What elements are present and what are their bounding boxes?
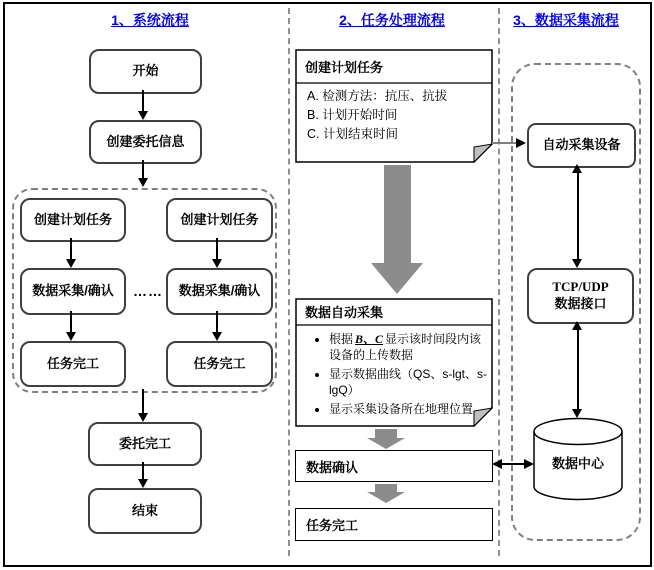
note-title: 创建计划任务 (305, 59, 384, 75)
note-line-a: A. 检测方法：抗压、抗拔 (307, 89, 448, 103)
node-task-complete: 任务完工 (295, 508, 493, 541)
node-end: 结束 (88, 488, 202, 534)
node-data-confirm: 数据确认 (295, 450, 493, 482)
block-arrow-down-icon (371, 263, 423, 294)
node-collect-confirm-right: 数据采集/确认 (166, 268, 273, 315)
node-plan-task-right: 创建计划任务 (166, 198, 273, 242)
note-body (307, 87, 485, 144)
data-interface-label: 数据接口 (554, 296, 607, 311)
note-auto-collect (295, 298, 493, 427)
bullet-geo-location: • 显示采集设备所在地理位置 (329, 401, 489, 417)
tcp-udp-label: TCP/UDP (552, 279, 609, 295)
section-3-header-link[interactable]: 3、数据采集流程 (513, 12, 619, 28)
node-collect-confirm-left: 数据采集/确认 (20, 268, 126, 315)
arrowhead-down-icon (212, 332, 222, 341)
connector-line (70, 238, 72, 259)
arrowhead-down-icon (138, 111, 148, 120)
connector-line (142, 160, 144, 179)
connector-line (500, 463, 526, 465)
node-create-commission: 创建委托信息 (89, 120, 202, 164)
section-1-header-link[interactable]: 1、系统流程 (111, 12, 189, 28)
note-title: 数据自动采集 (305, 305, 384, 320)
connector-line (216, 311, 218, 332)
block-arrow-down-icon (367, 438, 405, 449)
node-task-done-left: 任务完工 (20, 341, 126, 387)
arrowhead-down-icon (66, 259, 76, 268)
note-body (301, 327, 489, 420)
arrowhead-right-icon (524, 459, 534, 469)
arrowhead-down-icon (138, 413, 148, 422)
connector-line (577, 172, 579, 260)
node-data-center (533, 417, 623, 501)
data-center-label: 数据中心 (551, 456, 604, 471)
connector-line (142, 462, 144, 479)
arrowhead-down-icon (138, 479, 148, 488)
node-plan-task-left: 创建计划任务 (20, 198, 126, 242)
column-divider-1 (288, 8, 290, 556)
node-tcp-udp-interface (527, 268, 634, 324)
column-divider-2 (498, 8, 500, 556)
connector-line (142, 90, 144, 112)
connector-line (577, 329, 579, 410)
bullet-upload-data: • 根据 B、C 显示该时间段内该设备的上传数据 (329, 331, 489, 363)
arrowhead-down-icon (212, 259, 222, 268)
connector-line (70, 311, 72, 332)
block-arrow-shaft (384, 165, 411, 264)
arrowhead-down-icon (66, 332, 76, 341)
note-line-b: B. 计划开始时间 (307, 108, 398, 122)
arrowhead-down-icon (138, 178, 148, 187)
connector-line (216, 238, 218, 259)
node-commission-done: 委托完工 (88, 422, 202, 466)
block-arrow-down-icon (367, 492, 405, 503)
section-2-header-link[interactable]: 2、任务处理流程 (339, 12, 445, 28)
ellipsis-more-tasks: …… (133, 283, 163, 299)
bc-reference: B、C (355, 332, 384, 346)
node-auto-collect-device: 自动采集设备 (527, 123, 636, 168)
note-create-plan-task (295, 49, 493, 163)
bullet-data-curves: • 显示数据曲线（QS、s-lgt、s-lgQ） (329, 366, 489, 398)
node-task-done-right: 任务完工 (166, 341, 273, 387)
connector-line (142, 389, 144, 413)
note-line-c: C. 计划结束时间 (307, 127, 398, 141)
node-start: 开始 (89, 49, 202, 94)
arrowhead-down-icon (572, 259, 582, 268)
